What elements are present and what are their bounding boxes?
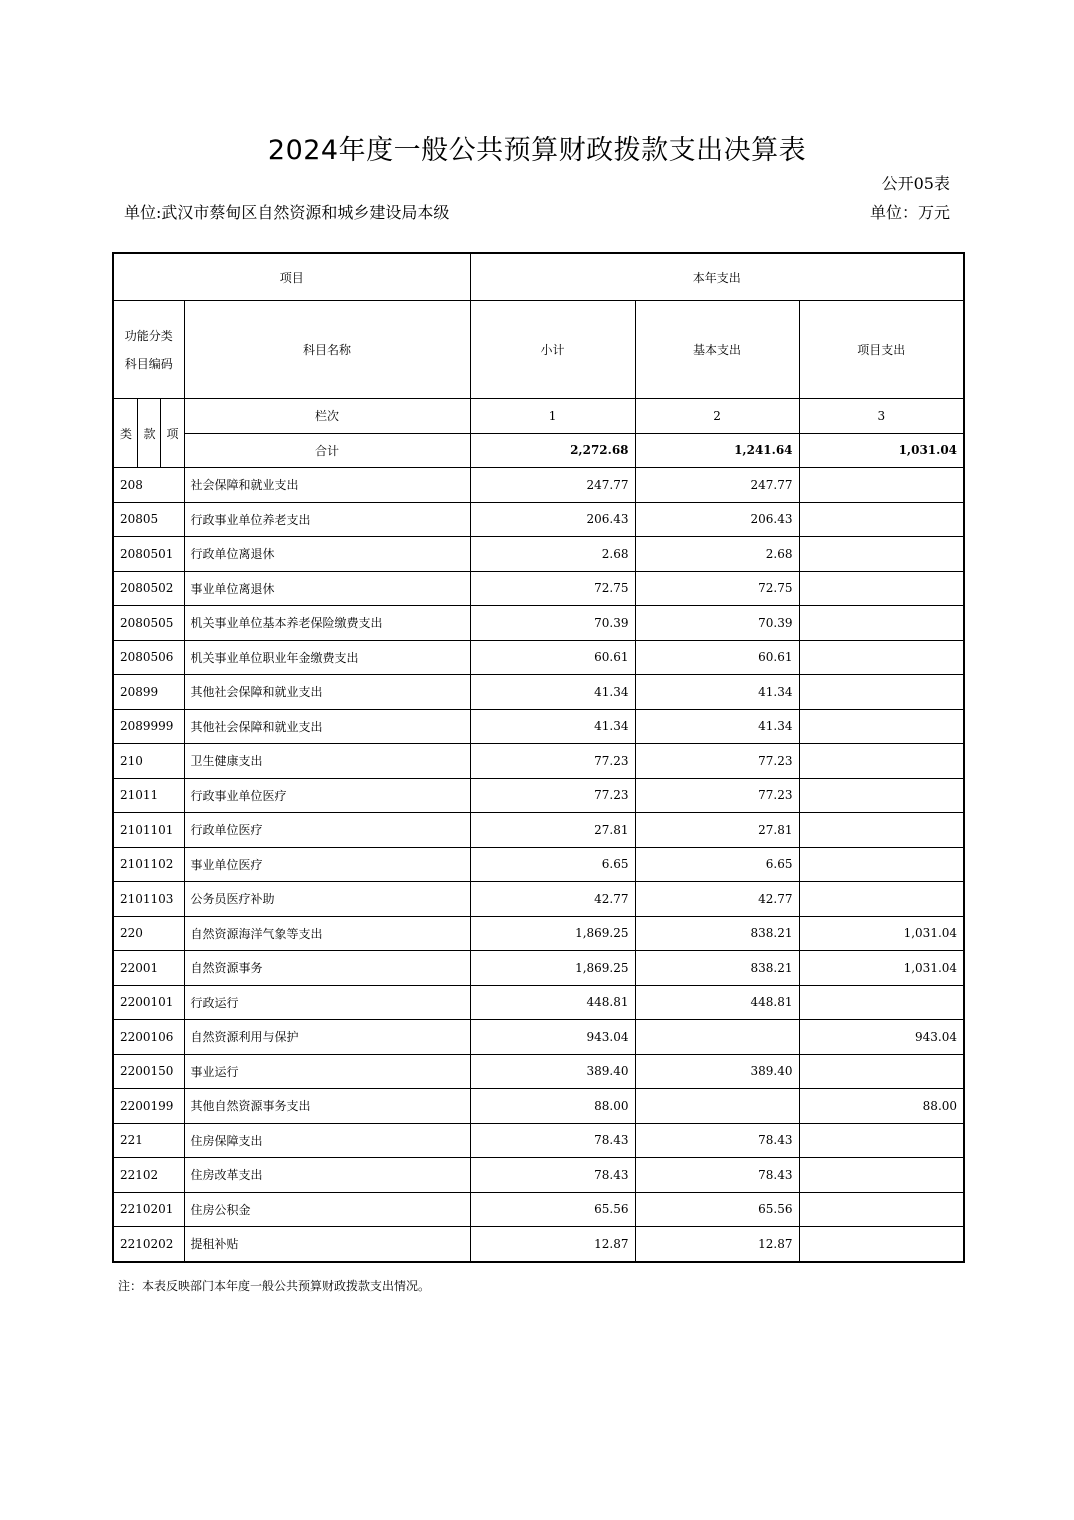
total-row (113, 433, 964, 468)
table-row (113, 1089, 964, 1124)
table-row (113, 1054, 964, 1089)
row-subtotal: 1,869.25 (470, 951, 635, 986)
row-basic: 41.34 (635, 709, 799, 744)
row-subject-name: 事业单位医疗 (184, 847, 470, 882)
row-code: 2101102 (113, 847, 184, 882)
row-subject-name: 自然资源海洋气象等支出 (184, 916, 470, 951)
row-subtotal: 78.43 (470, 1158, 635, 1193)
column-index-1: 1 (470, 399, 635, 434)
table-row (113, 468, 964, 503)
row-project: 1,031.04 (799, 951, 964, 986)
row-code: 221 (113, 1123, 184, 1158)
row-code: 2200106 (113, 1020, 184, 1055)
table-row (113, 882, 964, 917)
row-basic: 6.65 (635, 847, 799, 882)
row-project (799, 985, 964, 1020)
row-project (799, 1054, 964, 1089)
row-project: 943.04 (799, 1020, 964, 1055)
row-subtotal: 1,869.25 (470, 916, 635, 951)
row-subtotal: 77.23 (470, 778, 635, 813)
row-basic (635, 1020, 799, 1055)
header-kuan: 款 (137, 399, 160, 468)
row-basic: 12.87 (635, 1227, 799, 1262)
header-current-year: 本年支出 (470, 253, 964, 301)
row-subject-name: 事业运行 (184, 1054, 470, 1089)
row-basic: 2.68 (635, 537, 799, 572)
row-basic: 60.61 (635, 640, 799, 675)
row-project (799, 640, 964, 675)
row-basic: 247.77 (635, 468, 799, 503)
row-subtotal: 2.68 (470, 537, 635, 572)
row-code: 20805 (113, 502, 184, 537)
table-row (113, 916, 964, 951)
row-basic: 838.21 (635, 951, 799, 986)
total-label: 合计 (184, 433, 470, 468)
row-code: 22102 (113, 1158, 184, 1193)
row-subtotal: 448.81 (470, 985, 635, 1020)
row-project: 88.00 (799, 1089, 964, 1124)
row-subject-name: 自然资源利用与保护 (184, 1020, 470, 1055)
row-subject-name: 其他社会保障和就业支出 (184, 675, 470, 710)
table-row (113, 1158, 964, 1193)
table-row (113, 778, 964, 813)
row-project (799, 468, 964, 503)
header-row-1 (113, 253, 964, 301)
row-basic: 42.77 (635, 882, 799, 917)
row-project (799, 571, 964, 606)
row-basic: 77.23 (635, 778, 799, 813)
header-project-exp: 项目支出 (799, 301, 964, 399)
row-subtotal: 78.43 (470, 1123, 635, 1158)
row-code: 2080505 (113, 606, 184, 641)
row-code: 2080502 (113, 571, 184, 606)
table-row (113, 537, 964, 572)
row-code: 2200199 (113, 1089, 184, 1124)
row-code: 2101103 (113, 882, 184, 917)
table-row (113, 571, 964, 606)
row-code: 2080506 (113, 640, 184, 675)
row-subject-name: 行政运行 (184, 985, 470, 1020)
row-basic: 206.43 (635, 502, 799, 537)
row-code: 208 (113, 468, 184, 503)
unit-organization: 单位:武汉市蔡甸区自然资源和城乡建设局本级 (124, 203, 450, 222)
row-subject-name: 行政单位离退休 (184, 537, 470, 572)
row-subtotal: 41.34 (470, 709, 635, 744)
footnote: 注：本表反映部门本年度一般公共预算财政拨款支出情况。 (118, 1279, 431, 1293)
row-subtotal: 41.34 (470, 675, 635, 710)
row-project (799, 502, 964, 537)
row-code: 2210202 (113, 1227, 184, 1262)
row-project (799, 606, 964, 641)
row-code: 2200150 (113, 1054, 184, 1089)
header-func-code-line1: 功能分类 (124, 328, 173, 343)
table-row (113, 1123, 964, 1158)
row-subject-name: 公务员医疗补助 (184, 882, 470, 917)
row-subject-name: 卫生健康支出 (184, 744, 470, 779)
row-subtotal: 42.77 (470, 882, 635, 917)
row-subject-name: 行政事业单位医疗 (184, 778, 470, 813)
row-basic: 78.43 (635, 1123, 799, 1158)
table-row (113, 847, 964, 882)
page-title: 2024年度一般公共预算财政拨款支出决算表 (267, 135, 807, 166)
row-subject-name: 机关事业单位职业年金缴费支出 (184, 640, 470, 675)
header-xiang: 项 (160, 399, 184, 468)
row-basic (635, 1089, 799, 1124)
row-code: 22001 (113, 951, 184, 986)
row-basic: 27.81 (635, 813, 799, 848)
table-row (113, 744, 964, 779)
row-basic: 72.75 (635, 571, 799, 606)
table-row (113, 709, 964, 744)
row-code: 220 (113, 916, 184, 951)
header-basic: 基本支出 (635, 301, 799, 399)
header-lei: 类 (113, 399, 137, 468)
header-project: 项目 (113, 253, 470, 301)
table-row (113, 606, 964, 641)
row-project (799, 847, 964, 882)
row-project (799, 1158, 964, 1193)
row-code: 2210201 (113, 1192, 184, 1227)
row-code: 2101101 (113, 813, 184, 848)
header-row-2 (113, 301, 964, 399)
row-subject-name: 其他社会保障和就业支出 (184, 709, 470, 744)
table-row (113, 675, 964, 710)
row-subtotal: 77.23 (470, 744, 635, 779)
row-basic: 448.81 (635, 985, 799, 1020)
row-code: 21011 (113, 778, 184, 813)
table-row (113, 640, 964, 675)
row-basic: 389.40 (635, 1054, 799, 1089)
row-subject-name: 机关事业单位基本养老保险缴费支出 (184, 606, 470, 641)
row-basic: 65.56 (635, 1192, 799, 1227)
row-project (799, 778, 964, 813)
row-subject-name: 行政事业单位养老支出 (184, 502, 470, 537)
row-subtotal: 206.43 (470, 502, 635, 537)
budget-table (112, 252, 965, 1263)
row-code: 20899 (113, 675, 184, 710)
row-subtotal: 389.40 (470, 1054, 635, 1089)
row-subject-name: 其他自然资源事务支出 (184, 1089, 470, 1124)
total-basic: 1,241.64 (635, 433, 799, 468)
row-project (799, 675, 964, 710)
table-row (113, 985, 964, 1020)
form-number: 公开05表 (881, 174, 950, 193)
row-subject-name: 住房公积金 (184, 1192, 470, 1227)
row-basic: 838.21 (635, 916, 799, 951)
row-basic: 41.34 (635, 675, 799, 710)
row-subtotal: 70.39 (470, 606, 635, 641)
row-subtotal: 65.56 (470, 1192, 635, 1227)
table-row (113, 502, 964, 537)
row-subtotal: 943.04 (470, 1020, 635, 1055)
row-subject-name: 住房保障支出 (184, 1123, 470, 1158)
row-basic: 70.39 (635, 606, 799, 641)
row-code: 2200101 (113, 985, 184, 1020)
row-project (799, 537, 964, 572)
table-row (113, 813, 964, 848)
row-project: 1,031.04 (799, 916, 964, 951)
total-project: 1,031.04 (799, 433, 964, 468)
row-subject-name: 住房改革支出 (184, 1158, 470, 1193)
total-subtotal: 2,272.68 (470, 433, 635, 468)
row-subtotal: 27.81 (470, 813, 635, 848)
row-subject-name: 社会保障和就业支出 (184, 468, 470, 503)
row-project (799, 1227, 964, 1262)
column-index-2: 2 (635, 399, 799, 434)
row-code: 2080501 (113, 537, 184, 572)
row-subtotal: 60.61 (470, 640, 635, 675)
row-subtotal: 247.77 (470, 468, 635, 503)
table-row (113, 1227, 964, 1262)
row-code: 2089999 (113, 709, 184, 744)
row-subject-name: 自然资源事务 (184, 951, 470, 986)
table-row (113, 951, 964, 986)
row-subject-name: 提租补贴 (184, 1227, 470, 1262)
header-subject-name: 科目名称 (184, 301, 470, 399)
header-func-code (113, 301, 184, 399)
row-subject-name: 事业单位离退休 (184, 571, 470, 606)
row-basic: 78.43 (635, 1158, 799, 1193)
header-subtotal: 小计 (470, 301, 635, 399)
column-index-row (113, 399, 964, 434)
column-index-label: 栏次 (184, 399, 470, 434)
table-row (113, 1020, 964, 1055)
row-code: 210 (113, 744, 184, 779)
row-project (799, 744, 964, 779)
table-row (113, 1192, 964, 1227)
row-project (799, 882, 964, 917)
row-subject-name: 行政单位医疗 (184, 813, 470, 848)
row-project (799, 1123, 964, 1158)
row-project (799, 1192, 964, 1227)
row-subtotal: 72.75 (470, 571, 635, 606)
row-subtotal: 12.87 (470, 1227, 635, 1262)
row-project (799, 813, 964, 848)
row-basic: 77.23 (635, 744, 799, 779)
column-index-3: 3 (799, 399, 964, 434)
row-subtotal: 88.00 (470, 1089, 635, 1124)
header-func-code-line2: 科目编码 (124, 356, 173, 371)
unit-currency: 单位：万元 (869, 203, 950, 222)
row-project (799, 709, 964, 744)
row-subtotal: 6.65 (470, 847, 635, 882)
